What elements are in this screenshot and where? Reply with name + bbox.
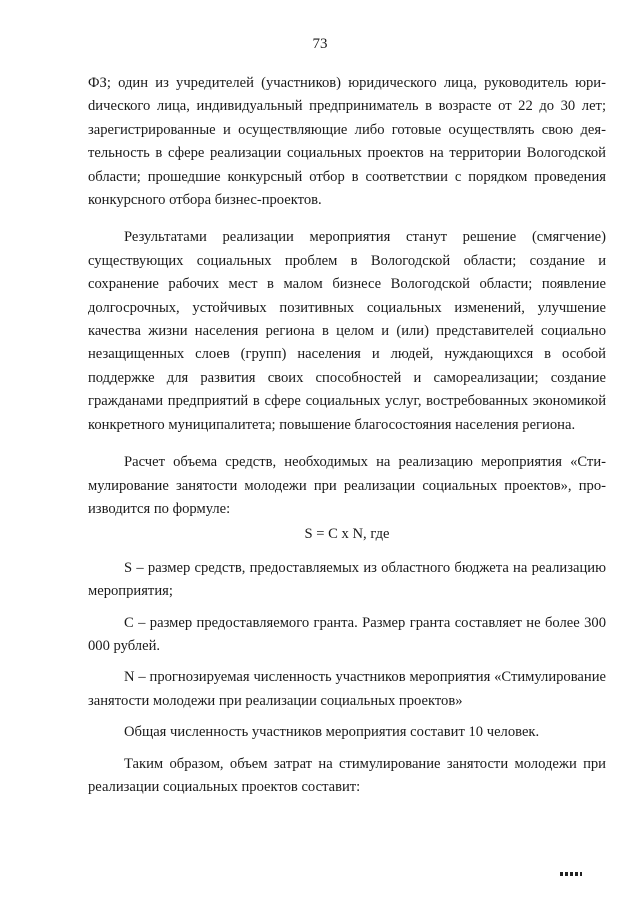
paragraph-c-definition: С – размер предоставляемого гранта. Размер гранта составляет не более 300 000 рублей. — [88, 614, 606, 654]
paragraph-calculation-intro: Расчет объема средств, необходимых на реализацию мероприятия «Стимулирование занятости молодежи при реализации социальных проектов», производится по формуле: — [88, 454, 606, 517]
document-body — [88, 72, 606, 799]
paragraph-conclusion: Таким образом, объем затрат на стимулирование занятости молодежи при реализации социальных проектов составит: — [88, 755, 606, 795]
paragraph-participants-count: Общая численность участников мероприятия составит 10 человек. — [124, 724, 540, 741]
paragraph-s-definition: S – размер средств, предоставляемых из областного бюджета на реализацию мероприятия; — [88, 559, 606, 600]
scan-mark — [560, 872, 582, 876]
formula: S = C x N, где — [304, 526, 390, 543]
paragraph-eligibility: ФЗ; один из учредителей (участников) юридического лица, руководитель юриdического лица, индивидуальный предприниматель в возрасте от 22 до 30 лет; зарегистрированные и осуществляющие либо готовые осуществлять свою деятельность в сфере реализации социальных проектов на территории Вологодской области; прошедшие конкурсный отбор в соответствии с порядком проведения конкурсного отбора бизнес-проектов. — [88, 75, 606, 209]
paragraph-results: Результатами реализации мероприятия станут решение (смягчение) существующих социальных проблем в Вологодской области; создание и сохранение рабочих мест в малом бизнесе Вологодской области; появление долгосрочных, устойчивых позитивных социальных изменений, улучшение качества жизни населения региона в целом и (или) представителей социально незащищенных слоев (групп) населения и людей, нуждающихся в особой поддержке для развития своих способностей и самореализации; создание гражданами предприятий в сфере социальных услуг, востребованных экономикой конкретного муниципалитета; повышение благосостояния населения региона. — [88, 229, 606, 433]
page-number: 73 — [312, 36, 328, 52]
paragraph-n-definition: N – прогнозируемая численность участников мероприятия «Стимулирование занятости молодежи при реализации социальных проектов» — [88, 669, 606, 709]
